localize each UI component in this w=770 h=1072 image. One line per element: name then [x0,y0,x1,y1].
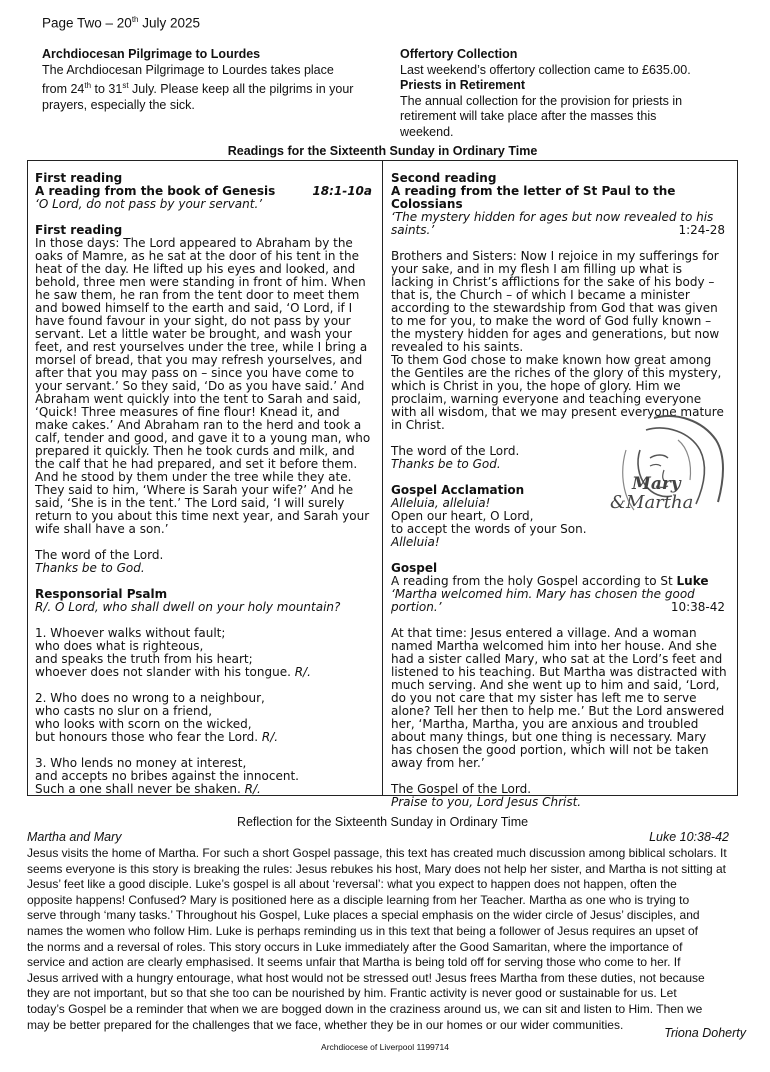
mary-martha-logo [606,410,732,530]
genesis-ref: 18:1-10a [312,184,372,198]
gospel-text: At that time: Jesus entered a village. And a woman named Martha welcomed him into her house. And she had a sister called Mary, who sat at the Lord’s feet and listened to his teaching. But Martha was distracted with much serving. And she went up to him and said, ‘Lord, do you not care that my sister has left me to serve alone? Tell her then to help me.’ But the Lord answered her, ‘Martha, Martha, you are anxious and troubled about many things, but one thing is necessary. Mary has chosen the good portion, which will not be taken away from her.’ [391,626,727,770]
right-readings: Second reading A reading from the letter of St Paul to the Colossians ‘The mystery hidden for ages but now revealed to his saints.’ 1:24-28 Brothers and Sisters: Now I rejoice in my sufferings for your sake, and in my flesh I am filling up what is lacking in Christ’s afflictions for the sake of his body – that is, the Church – of which I became a minister according to the stewardship from God that was given to me for you, to make the word of God fully known – the mystery hidden for ages and generations, but now revealed to his saints. To them God chose to make known how great among the Gentiles are the riches of the glory of this mystery, which is Christ in you, the hope of glory. Him we proclaim, warning everyone and teaching everyone with all wisdom, that we may present everyone mature in Christ. The word of the Lord. Thanks be to God. Gospel Acclamation Alleluia, alleluia! Open our heart, O Lord, to accept the words of your Son. Alleluia! Gospel A reading from the holy Gospel according to St Luke ‘Martha welcomed him. Mary has chosen the good portion.’ 10:38-42 At that time: Jesus entered a village. And a woman named Martha welcomed him into her house. And she had a sister called Mary, who sat at the Lord’s feet and listened to his teaching. But Martha was distracted with much serving. And she went up to him and said, ‘Lord, do you not care that my sister has left me to serve alone? Tell her then to help me.’ But the Lord answered her, ‘Martha, Martha, you are anxious and troubled about many things, but one thing is necessary. Mary has chosen the good portion, which will not be taken away from her.’ The Gospel of the Lord. Praise to you, Lord Jesus Christ. [391,172,729,809]
offertory-title: Offertory Collection [400,47,518,61]
psalm-verse-2: 2. Who does no wrong to a neighbour, who casts no slur on a friend, who looks with scorn on the wicked, but honours those who fear the Lord. R/. [35,691,279,744]
offertory-notice: Offertory Collection Last weekend’s offertory collection came to £635.00. Priests in Retirement The annual collection for the provision for priests in retirement will take place after the masses this weekend. [400,47,740,140]
colossians-ref: 1:24-28 [678,223,725,237]
reflection-subtitle: Martha and Mary [27,830,122,844]
gospel-ref: 10:38-42 [670,600,725,614]
reflection-ref: Luke 10:38-42 [649,830,729,844]
genesis-title: A reading from the book of Genesis [35,184,276,198]
readings-title: Readings for the Sixteenth Sunday in Ordinary Time [227,144,538,158]
genesis-text: In those days: The Lord appeared to Abraham by the oaks of Mamre, as he sat at the door of his tent in the heat of the day. He lifted up his eyes and looked, and behold, three men were standing in front of him. When he saw them, he ran from the tent door to meet them and bowed himself to the earth and said, ‘O Lord, if I have found favour in your sight, do not pass by your servant. Let a little water be brought, and wash your feet, and rest yourselves under the tree, while I bring a morsel of bread, that you may refresh yourselves, and after that you may pass on – since you have come to your servant.’ So they said, ‘Do as you have said.’ And Abraham went quickly into the tent to Sarah and said, ‘Quick! Three measures of fine flour! Knead it, and make cakes.’ And Abraham ran to the herd and took a calf, tender and good, and gave it to a young man, who prepared it quickly. Then he took curds and milk, and the calf that he had prepared, and set it before them. And he stood by them under the tree while they ate. They said to him, ‘Where is Sarah your wife?’ And he said, ‘She is in the tent.’ The Lord said, ‘I will surely return to you about this time next year, and Sarah your wife shall have a son.’ [35,236,371,536]
left-readings: First reading A reading from the book of Genesis 18:1-10a ‘O Lord, do not pass by your servant.’ First reading In those days: The Lord appeared to Abraham by the oaks of Mamre, as he sat at the door of his tent in the heat of the day. He lifted up his eyes and looked, and behold, three men were standing in front of him. When he saw them, he ran from the tent door to meet them and bowed himself to the earth and said, ‘O Lord, if I have found favour in your sight, do not pass by your servant. Let a little water be brought, and wash your feet, and rest yourselves under the tree, while I bring a morsel of bread, that you may refresh yourselves, and after that you may pass on – since you have come to your servant.’ So they said, ‘Do as you have said.’ And Abraham went quickly into the tent to Sarah and said, ‘Quick! Three measures of fine flour! Knead it, and make cakes.’ And Abraham ran to the herd and took a calf, tender and good, and gave it to a young man, who prepared it quickly. Then he took curds and milk, and the calf that he had prepared, and set it before them. And he stood by them under the tree while they ate. They said to him, ‘Where is Sarah your wife?’ And he said, ‘She is in the tent.’ The Lord said, ‘I will surely return to you about this time next year, and Sarah your wife shall have a son.’ The word of the Lord. Thanks be to God. Responsorial Psalm R/. O Lord, who shall dwell on your holy mountain? 1. Whoever walks without fault; who does what is righteous, and speaks the truth from his heart; whoever does not slander with his tongue. R/. 2. Who does no wrong to a neighbour, who casts no slur on a friend, who looks with scorn on the wicked, but honours those who fear the Lord. R/. 3. Who lends no money at interest, and accepts no bribes against the innocent. Such a one shall never be shaken. R/. [35,171,372,796]
reflection-text: Jesus visits the home of Martha. For such a short Gospel passage, this text has created much discussion among biblical scholars. It seems everyone is this story is breaking the rules: Jesus rebukes his host, Mary does not help her sister, and Martha is not sitting at Jesus’ feet like a good disciple. Luke’s gospel is all about ‘reversal’: what you expect to happen does not happen, often the opposite happens! Confused? Mary is positioned here as a disciple learning from her Teacher. Martha as one who is trying to serve through ‘many tasks.’ Throughout his Gospel, Luke places a special emphasis on the wider circle of Jesus’ disciples, and names the women who follow Him. Luke is perhaps reminding us in this text that being a follower of Jesus requires an upset of the norms and a reversal of roles. This story occurs in Luke immediately after the Good Samaritan, where the importance of service and action are clearly emphasised. It seems unfair that Martha is being told off for serving those who come to her. If Jesus arrived with a hungry entourage, what host would not be stressed out! Jesus frees Martha from these duties, not because they are not important, but so that she too can be nourished by him. Frantic activity is never good or sustainable for us. Let today’s Gospel be a reminder that when we are bogged down in the craziness around us, we can sit and listen to Him. Then we may be better prepared for the challenges that we face, whether they be in our homes or our wider communities. [27,846,727,1032]
psalm-verse-3: 3. Who lends no money at interest, and accepts no bribes against the innocent. Such a one shall never be shaken. R/. [35,756,299,796]
page-footer: Archdiocese of Liverpool 1199714 [321,1042,449,1052]
reflection-subtitle-row [27,830,735,844]
logo-mary-text: Mary [632,474,681,494]
column-divider [382,160,383,796]
colossians-title: A reading from the letter of St Paul to the Colossians [391,184,676,211]
reflection-title: Reflection for the Sixteenth Sunday in Ordinary Time [236,815,529,829]
retirement-title: Priests in Retirement [400,78,526,92]
colossians-text: Brothers and Sisters: Now I rejoice in my sufferings for your sake, and in my flesh I am filling up what is lacking in Christ’s afflictions for the sake of his body – that is, the Church – of which I became a minister according to the stewardship from God that was given to me for you, to make the word of God fully known – the mystery hidden for ages and generations, but now revealed to his saints. To them God chose to make known how great among the Gentiles are the riches of the glory of this mystery, which is Christ in you, the hope of glory. Him we proclaim, warning everyone and teaching everyone with all wisdom, that we may present everyone mature in Christ. [391,249,724,432]
pilgrimage-title: Archdiocesan Pilgrimage to Lourdes [42,47,261,61]
pilgrimage-notice: Archdiocesan Pilgrimage to Lourdes The Archdiocesan Pilgrimage to Lourdes takes place from 24th to 31st July. Please keep all the pilgrims in your prayers, especially the sick. [42,47,387,113]
page-header: Page Two – 20th July 2025 [42,15,201,31]
reflection-author: Triona Doherty [664,1026,746,1040]
logo-martha-text: &Martha [610,492,694,513]
psalm-verse-1: 1. Whoever walks without fault; who does what is righteous, and speaks the truth from his heart; whoever does not slander with his tongue. R/. [35,626,311,679]
